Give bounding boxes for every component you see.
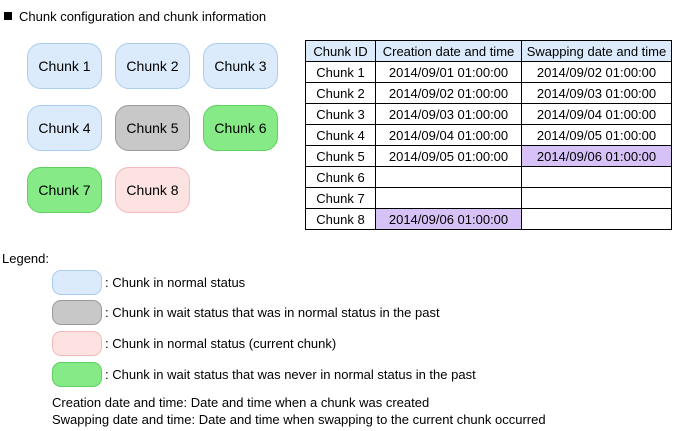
cell-chunk-id: Chunk 3 [306,104,376,125]
table-row [306,167,672,188]
cell-chunk-id: Chunk 6 [306,167,376,188]
diagram-title-text: Chunk configuration and chunk information [19,9,267,24]
legend-title: Legend: [2,251,49,266]
cell-chunk-id: Chunk 7 [306,188,376,209]
cell-chunk-id: Chunk 8 [306,209,376,230]
cell-creation: 2014/09/03 01:00:00 [376,104,522,125]
cell-swapping: 2014/09/04 01:00:00 [522,104,672,125]
legend-label-wait-past: : Chunk in wait status that was in normal status in the past [105,305,440,320]
cell-chunk-id: Chunk 4 [306,125,376,146]
cell-creation: 2014/09/02 01:00:00 [376,83,522,104]
chunk-box-4: Chunk 4 [27,105,102,151]
header-chunk-id: Chunk ID [306,41,376,62]
cell-swapping: 2014/09/05 01:00:00 [522,125,672,146]
cell-chunk-id: Chunk 5 [306,146,376,167]
table-row [306,104,672,125]
legend-swatch-wait-never [52,362,102,387]
cell-swapping: 2014/09/02 01:00:00 [522,62,672,83]
chunk-info-table [305,40,672,230]
cell-swapping [522,167,672,188]
legend-label-wait-never: : Chunk in wait status that was never in normal status in the past [105,367,476,382]
cell-creation: 2014/09/01 01:00:00 [376,62,522,83]
chunk-box-7: Chunk 7 [27,167,102,213]
header-creation: Creation date and time [376,41,522,62]
chunk-box-5: Chunk 5 [115,105,190,151]
table-row [306,83,672,104]
table-row [306,188,672,209]
chunk-box-1: Chunk 1 [27,43,102,89]
cell-creation [376,188,522,209]
note-swapping: Swapping date and time: Date and time when swapping to the current chunk occurred [52,412,546,427]
table-row [306,125,672,146]
cell-swapping: 2014/09/03 01:00:00 [522,83,672,104]
table-header-row [306,41,672,62]
table-row [306,146,672,167]
cell-creation: 2014/09/04 01:00:00 [376,125,522,146]
legend-swatch-current [52,331,102,356]
chunk-box-3: Chunk 3 [203,43,278,89]
chunk-box-2: Chunk 2 [115,43,190,89]
legend-swatch-wait-past [52,300,102,325]
cell-creation-highlighted: 2014/09/06 01:00:00 [376,209,522,230]
cell-swapping-highlighted: 2014/09/06 01:00:00 [522,146,672,167]
table-row [306,209,672,230]
cell-swapping [522,188,672,209]
cell-creation: 2014/09/05 01:00:00 [376,146,522,167]
legend-label-current: : Chunk in normal status (current chunk) [105,336,337,351]
chunk-box-6: Chunk 6 [203,105,278,151]
legend-label-normal: : Chunk in normal status [105,275,246,290]
legend-swatch-normal [52,270,102,295]
cell-chunk-id: Chunk 1 [306,62,376,83]
table-row [306,62,672,83]
header-swapping: Swapping date and time [522,41,672,62]
note-creation: Creation date and time: Date and time when a chunk was created [52,395,430,410]
cell-chunk-id: Chunk 2 [306,83,376,104]
diagram-title [4,9,266,24]
square-bullet-icon [4,12,12,20]
cell-creation [376,167,522,188]
cell-swapping [522,209,672,230]
chunk-box-8: Chunk 8 [115,167,190,213]
